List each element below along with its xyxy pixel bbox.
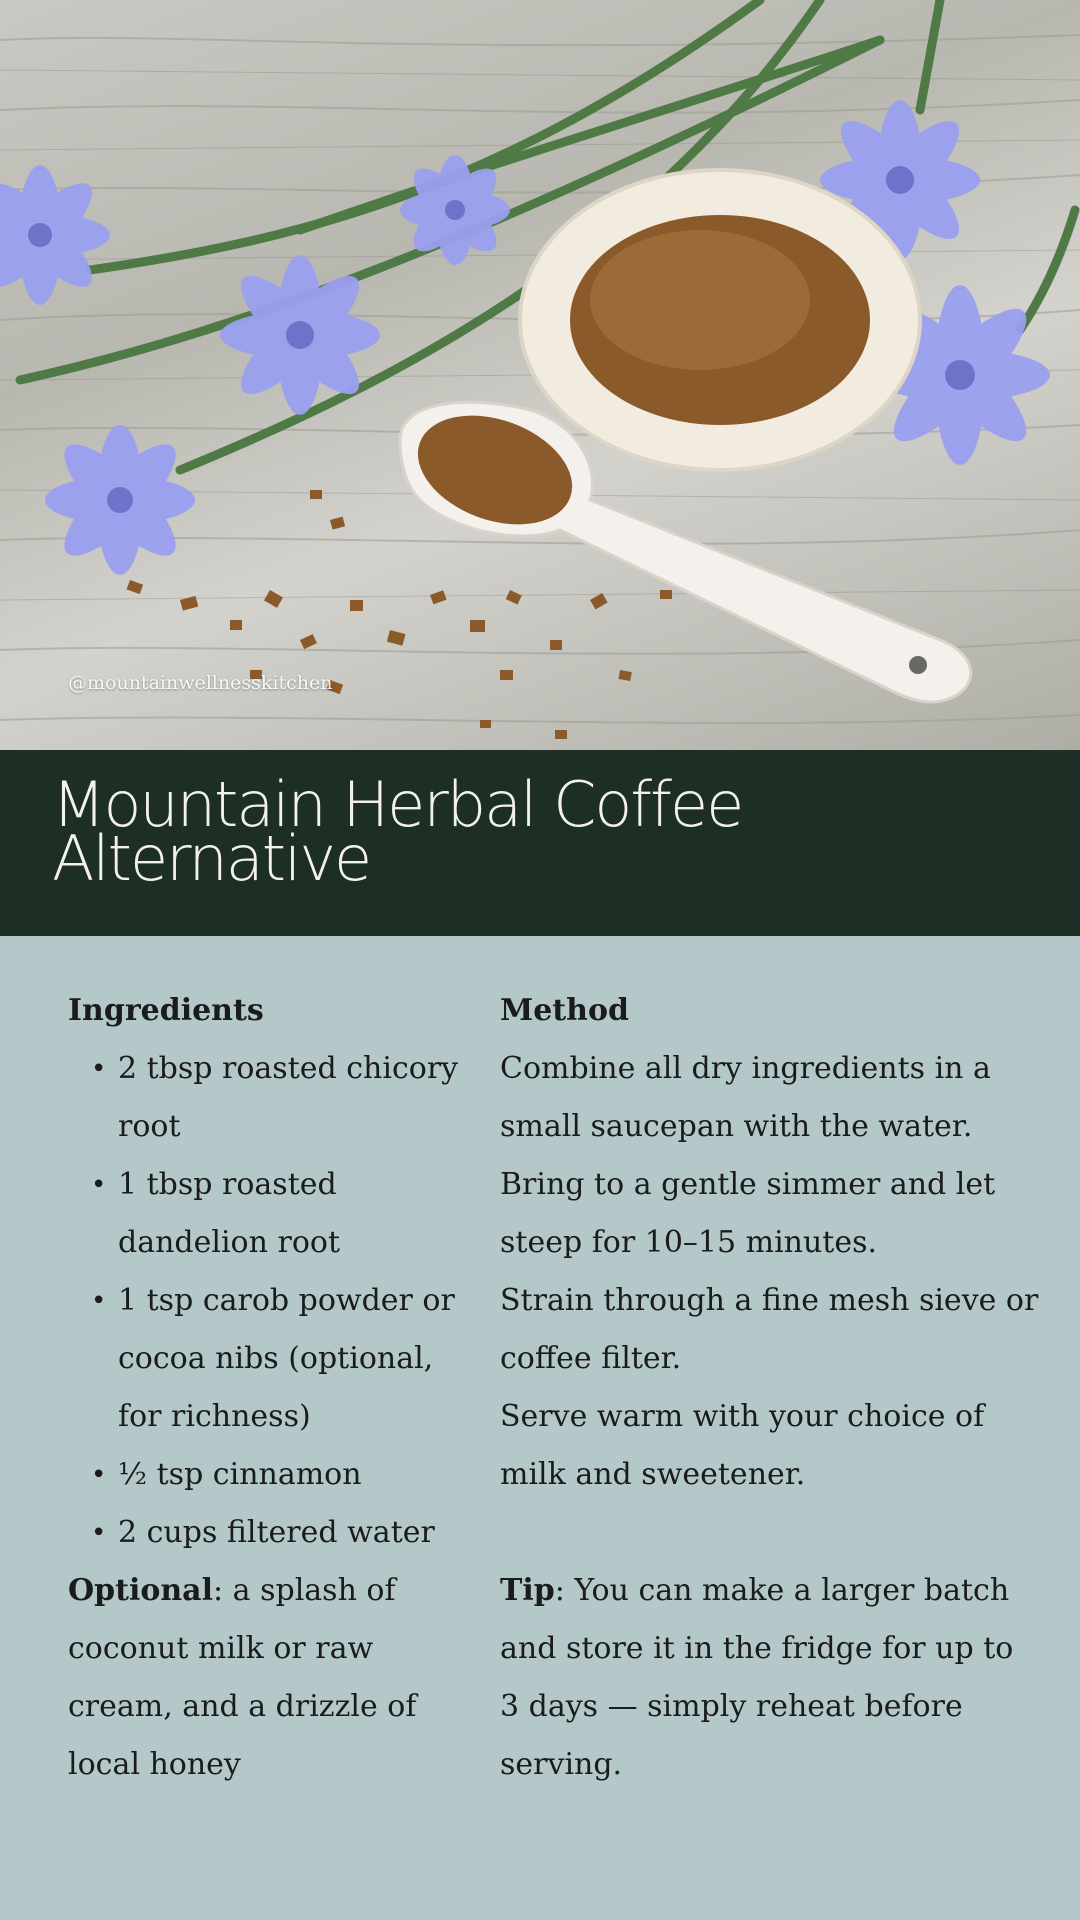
optional-note [68, 1562, 468, 1794]
optional-text: : a splash of coconut milk or raw cream, and a drizzle of local honey [68, 1573, 417, 1782]
ingredient-text: 1 tsp carob powder or cocoa nibs (optional, for richness) [118, 1283, 455, 1434]
ingredient-text: 1 tbsp roasted dandelion root [118, 1167, 340, 1260]
tip-text: : You can make a larger batch and store it in the fridge for up to 3 days — simply reheat before serving. [500, 1573, 1014, 1782]
bullet-icon: • [91, 1286, 107, 1316]
optional-label: Optional [68, 1573, 214, 1608]
method-step: Strain through a fine mesh sieve or coffee filter. [500, 1283, 1039, 1376]
page-title: Mountain Herbal Coffee Alternative [52, 768, 743, 895]
spacer [500, 1504, 1040, 1562]
ingredient-text: 2 cups filtered water [118, 1515, 435, 1550]
bullet-icon: • [91, 1460, 107, 1490]
ingredients-list [68, 1040, 468, 1562]
bullet-icon: • [91, 1054, 107, 1084]
bullet-icon: • [91, 1170, 107, 1200]
method-heading: Method [500, 993, 629, 1028]
list-item [68, 1446, 468, 1504]
list-item [68, 1272, 468, 1446]
method-step: Serve warm with your choice of milk and sweetener. [500, 1399, 985, 1492]
bullet-icon: • [91, 1518, 107, 1548]
ingredient-text: 2 tbsp roasted chicory root [118, 1051, 459, 1144]
photo-watermark: @mountainwellnesskitchen [68, 672, 333, 694]
method-column [500, 982, 1040, 1794]
list-item [68, 1156, 468, 1272]
method-step: Combine all dry ingredients in a small saucepan with the water. [500, 1051, 991, 1144]
title-band [0, 750, 1080, 936]
chicory-photo-illustration [0, 0, 1080, 750]
recipe-panel [0, 936, 1080, 1920]
tip-note [500, 1562, 1040, 1794]
list-item [68, 1040, 468, 1156]
ingredients-column [68, 982, 468, 1794]
hero-photo [0, 0, 1080, 750]
ingredient-text: ½ tsp cinnamon [118, 1457, 362, 1492]
method-step: Bring to a gentle simmer and let steep for 10–15 minutes. [500, 1167, 996, 1260]
list-item [68, 1504, 468, 1562]
ingredients-heading: Ingredients [68, 993, 264, 1028]
tip-label: Tip [500, 1573, 555, 1608]
